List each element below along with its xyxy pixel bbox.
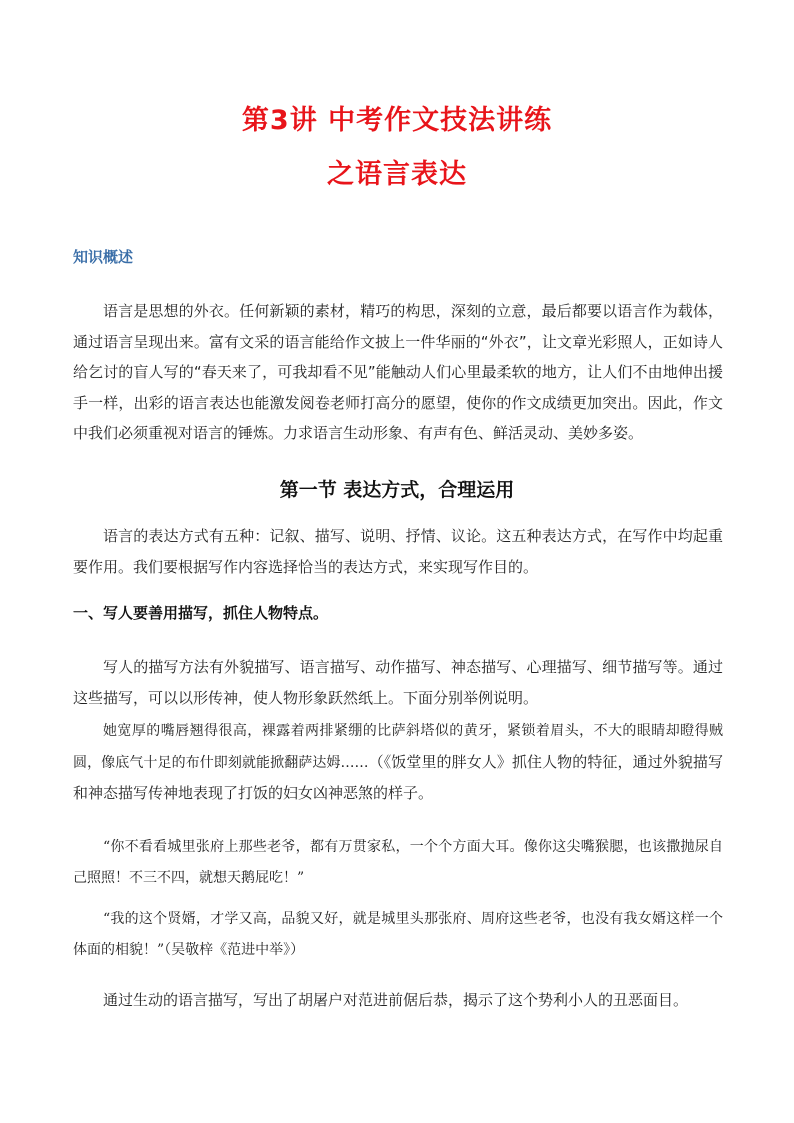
description-paragraph: 写人的描写方法有外貌描写、语言描写、动作描写、神态描写、心理描写、细节描写等。通过这些描写，可以以形传神，使人物形象跃然纸上。下面分别举例说明。 — [73, 658, 723, 707]
example-quote-2: “你不看看城里张府上那些老爷，都有万贯家私，一个个方面大耳。像你这尖嘴猴腮，也该撒抛尿自己照照！不三不四，就想天鹅屁吃！” — [73, 839, 723, 886]
conclusion-paragraph: 通过生动的语言描写，写出了胡屠户对范进前倨后恭，揭示了这个势利小人的丑恶面目。 — [103, 991, 689, 1009]
subheading: 一、写人要善用描写，抓住人物特点。 — [73, 604, 329, 622]
example-quote-1 — [73, 716, 723, 810]
section-title: 第一节 表达方式，合理运用 — [279, 479, 515, 501]
example-quote-1-comment: （《饭堂里的胖女人》抓住人物的特征，通过外貌描写和神态描写传神地表现了打饭的妇女凶神恶煞的样子。 — [73, 752, 723, 802]
example-quote-1-text: 她宽厚的嘴唇翘得很高，裸露着两排紧绷的比萨斜塔似的黄牙，紧锁着眉头，不大的眼睛却瞪得贼圆，像底气十足的布什即刻就能掀翻萨达姆…… — [73, 723, 723, 771]
document-title-line1: 第3讲 中考作文技法讲练 — [241, 105, 553, 136]
overview-paragraph: 语言是思想的外衣。任何新颖的素材，精巧的构思，深刻的立意，最后都要以语言作为载体，通过语言呈现出来。富有文采的语言能给作文披上一件华丽的“外衣”，让文章光彩照人，正如诗人给乞讨的盲人写的“春天来了，可我却看不见”能触动人们心里最柔软的地方，让人们不由地伸出援手一样，出彩的语言表达也能激发阅卷老师打高分的愿望，使你的作文成绩更加突出。因此，作文中我们必须重视对语言的锤炼。力求语言生动形象、有声有色、鲜活灵动、美妙多姿。 — [73, 302, 723, 442]
overview-label: 知识概述 — [73, 248, 134, 266]
document-title-line2: 之语言表达 — [327, 159, 467, 190]
example-quote-3: “我的这个贤婿，才学又高，品貌又好，就是城里头那张府、周府这些老爷，也没有我女婿这样一个体面的相貌！”（吴敬梓《范进中举》） — [73, 911, 723, 958]
section-intro-paragraph: 语言的表达方式有五种：记叙、描写、说明、抒情、议论。这五种表达方式，在写作中均起重要作用。我们要根据写作内容选择恰当的表达方式，来实现写作目的。 — [73, 527, 723, 576]
